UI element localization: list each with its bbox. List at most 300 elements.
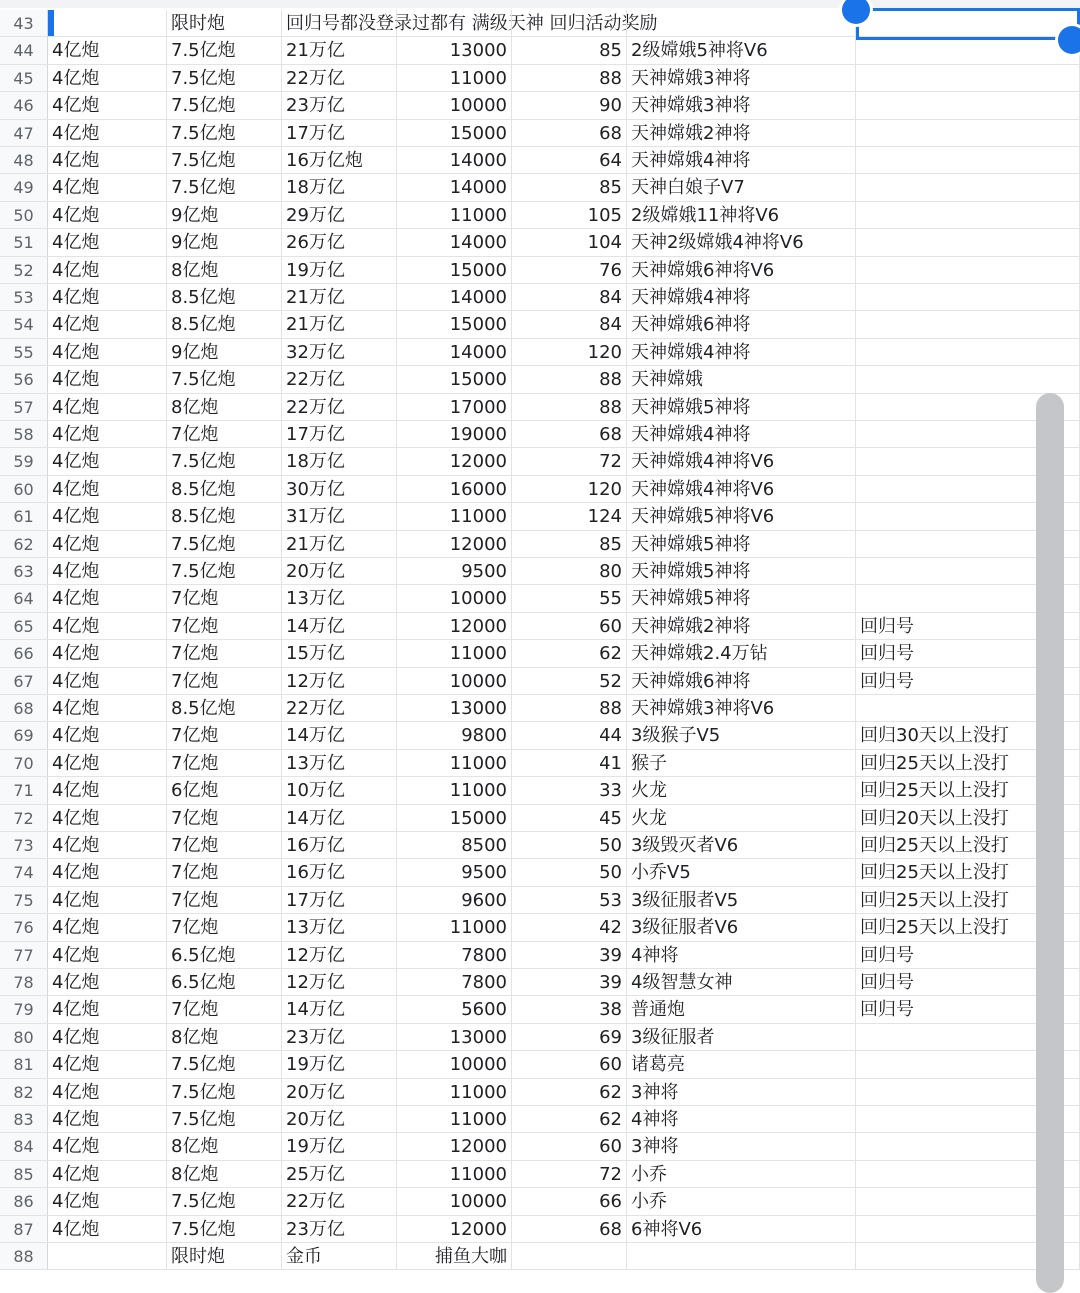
cell-c3[interactable]: 20万亿 [282,1106,397,1132]
cell-c5[interactable]: 60 [512,1133,627,1159]
cell-c4[interactable]: 15000 [397,311,512,337]
cell-c5[interactable]: 68 [512,1216,627,1242]
cell-c4[interactable]: 13000 [397,695,512,721]
cell-c2[interactable]: 7.5亿炮 [167,1216,282,1242]
cell-c6[interactable]: 天神嫦娥2.4万钻 [627,640,856,666]
cell-c1[interactable]: 4亿炮 [48,531,167,557]
cell-c1[interactable]: 4亿炮 [48,174,167,200]
cell-c2[interactable]: 8亿炮 [167,394,282,420]
cell-c1[interactable]: 4亿炮 [48,750,167,776]
cell-c5[interactable]: 42 [512,914,627,940]
cell-c6[interactable]: 小乔 [627,1161,856,1187]
cell-c3[interactable]: 21万亿 [282,311,397,337]
cell-c3[interactable]: 19万亿 [282,1051,397,1077]
cell-c6[interactable]: 天神嫦娥5神将 [627,531,856,557]
row-number[interactable]: 51 [0,229,48,255]
row-number[interactable]: 49 [0,174,48,200]
cell-c1[interactable]: 4亿炮 [48,1024,167,1050]
cell-c3[interactable]: 10万亿 [282,777,397,803]
cell-c2[interactable]: 7.5亿炮 [167,37,282,63]
cell-c2[interactable]: 7亿炮 [167,421,282,447]
cell-c3[interactable]: 金币 [282,1243,397,1269]
cell-c5[interactable]: 88 [512,366,627,392]
cell-c4[interactable]: 9600 [397,887,512,913]
cell-c3[interactable]: 16万亿 [282,859,397,885]
row-number[interactable]: 71 [0,777,48,803]
row-number[interactable]: 59 [0,448,48,474]
cell-c4[interactable]: 11000 [397,1106,512,1132]
cell-c4[interactable]: 11000 [397,503,512,529]
cell-c1[interactable]: 4亿炮 [48,777,167,803]
cell-c6[interactable]: 天神嫦娥2神将 [627,613,856,639]
cell-c2[interactable]: 7亿炮 [167,640,282,666]
cell-c4[interactable]: 9800 [397,722,512,748]
row-number[interactable]: 55 [0,339,48,365]
cell-c3[interactable]: 20万亿 [282,558,397,584]
row-number[interactable]: 70 [0,750,48,776]
cell-c6[interactable]: 4级智慧女神 [627,969,856,995]
row-number[interactable]: 57 [0,394,48,420]
row-number[interactable]: 87 [0,1216,48,1242]
cell-c7[interactable] [856,92,1080,118]
cell-c3[interactable]: 23万亿 [282,1216,397,1242]
cell-c1[interactable]: 4亿炮 [48,448,167,474]
cell-c2[interactable]: 7.5亿炮 [167,174,282,200]
row-number[interactable]: 43 [0,10,48,36]
cell-c3[interactable]: 17万亿 [282,120,397,146]
cell-c1[interactable]: 4亿炮 [48,722,167,748]
cell-c7[interactable] [856,202,1080,228]
cell-c5[interactable]: 124 [512,503,627,529]
cell-c5[interactable] [512,1243,627,1269]
cell-c6[interactable]: 2级嫦娥5神将V6 [627,37,856,63]
cell-c2[interactable]: 8亿炮 [167,1024,282,1050]
cell-c4[interactable]: 11000 [397,65,512,91]
cell-c5[interactable]: 62 [512,640,627,666]
cell-c7[interactable] [856,366,1080,392]
cell-c6[interactable]: 天神嫦娥6神将V6 [627,257,856,283]
cell-c6[interactable]: 天神2级嫦娥4神将V6 [627,229,856,255]
row-number[interactable]: 52 [0,257,48,283]
row-number[interactable]: 69 [0,722,48,748]
cell-c6[interactable]: 天神嫦娥5神将 [627,394,856,420]
cell-c1[interactable]: 4亿炮 [48,120,167,146]
row-number[interactable]: 74 [0,859,48,885]
row-number[interactable]: 82 [0,1079,48,1105]
cell-c1[interactable]: 4亿炮 [48,202,167,228]
cell-c4[interactable]: 11000 [397,1079,512,1105]
cell-c1[interactable]: 4亿炮 [48,668,167,694]
cell-c5[interactable]: 76 [512,257,627,283]
cell-c6[interactable]: 3神将 [627,1079,856,1105]
cell-c4[interactable]: 10000 [397,1051,512,1077]
cell-c1[interactable]: 4亿炮 [48,832,167,858]
cell-c4[interactable]: 8500 [397,832,512,858]
cell-c6[interactable]: 天神白娘子V7 [627,174,856,200]
cell-c3[interactable]: 12万亿 [282,668,397,694]
cell-c3[interactable]: 25万亿 [282,1161,397,1187]
cell-c4[interactable]: 11000 [397,777,512,803]
cell-c2[interactable]: 7.5亿炮 [167,65,282,91]
cell-c1[interactable]: 4亿炮 [48,585,167,611]
cell-c6[interactable]: 猴子 [627,750,856,776]
cell-c4[interactable]: 13000 [397,1024,512,1050]
cell-c1[interactable]: 4亿炮 [48,503,167,529]
cell-c7[interactable]: 回归号 [856,996,1080,1022]
cell-c7[interactable]: 回归号 [856,668,1080,694]
cell-c1[interactable] [48,1243,167,1269]
row-number[interactable]: 53 [0,284,48,310]
cell-c7[interactable]: 回归号 [856,969,1080,995]
row-number[interactable]: 54 [0,311,48,337]
cell-c4[interactable] [397,10,512,36]
cell-c3[interactable]: 21万亿 [282,284,397,310]
row-number[interactable]: 68 [0,695,48,721]
cell-c4[interactable]: 15000 [397,257,512,283]
cell-c2[interactable]: 9亿炮 [167,229,282,255]
row-number[interactable]: 67 [0,668,48,694]
cell-c2[interactable]: 7亿炮 [167,805,282,831]
row-number[interactable]: 63 [0,558,48,584]
row-number[interactable]: 66 [0,640,48,666]
cell-c2[interactable]: 8.5亿炮 [167,695,282,721]
cell-c3[interactable]: 13万亿 [282,585,397,611]
cell-c2[interactable]: 7.5亿炮 [167,147,282,173]
row-number[interactable]: 50 [0,202,48,228]
cell-c6[interactable]: 天神嫦娥6神将 [627,668,856,694]
cell-c3[interactable]: 26万亿 [282,229,397,255]
row-number[interactable]: 81 [0,1051,48,1077]
cell-c3[interactable]: 22万亿 [282,394,397,420]
cell-c3[interactable]: 13万亿 [282,914,397,940]
cell-c1[interactable]: 4亿炮 [48,1161,167,1187]
cell-c1[interactable]: 4亿炮 [48,476,167,502]
cell-c3[interactable]: 16万亿 [282,832,397,858]
cell-c7[interactable]: 回归25天以上没打 [856,777,1080,803]
cell-c1[interactable]: 4亿炮 [48,339,167,365]
cell-c6[interactable]: 3级毁灭者V6 [627,832,856,858]
cell-c2[interactable]: 7.5亿炮 [167,1051,282,1077]
cell-c7[interactable] [856,311,1080,337]
cell-c4[interactable]: 10000 [397,92,512,118]
cell-c1[interactable]: 4亿炮 [48,887,167,913]
cell-c3[interactable]: 19万亿 [282,257,397,283]
cell-c7[interactable]: 回归号 [856,640,1080,666]
row-number[interactable]: 78 [0,969,48,995]
cell-c4[interactable]: 14000 [397,339,512,365]
cell-c3[interactable]: 23万亿 [282,92,397,118]
cell-c3[interactable]: 31万亿 [282,503,397,529]
cell-c5[interactable]: 88 [512,695,627,721]
cell-c5[interactable]: 88 [512,394,627,420]
cell-c4[interactable]: 7800 [397,942,512,968]
cell-c7[interactable]: 回归20天以上没打 [856,805,1080,831]
cell-c4[interactable]: 13000 [397,37,512,63]
cell-c5[interactable]: 120 [512,339,627,365]
cell-c3[interactable]: 18万亿 [282,174,397,200]
cell-c3[interactable]: 22万亿 [282,1188,397,1214]
cell-c1[interactable]: 4亿炮 [48,558,167,584]
cell-c3[interactable]: 12万亿 [282,942,397,968]
cell-c3[interactable]: 17万亿 [282,421,397,447]
cell-c4[interactable]: 11000 [397,914,512,940]
cell-c2[interactable]: 8亿炮 [167,1133,282,1159]
row-number[interactable]: 84 [0,1133,48,1159]
cell-c1[interactable]: 4亿炮 [48,805,167,831]
cell-c1[interactable]: 4亿炮 [48,1216,167,1242]
cell-c3[interactable]: 14万亿 [282,613,397,639]
row-number[interactable]: 44 [0,37,48,63]
cell-c7[interactable] [856,339,1080,365]
cell-c4[interactable]: 15000 [397,366,512,392]
cell-c3[interactable]: 30万亿 [282,476,397,502]
cell-c2[interactable]: 6亿炮 [167,777,282,803]
cell-c6[interactable]: 4神将 [627,942,856,968]
cell-c2[interactable]: 限时炮 [167,10,282,36]
cell-c7[interactable]: 回归25天以上没打 [856,750,1080,776]
cell-c6[interactable]: 天神嫦娥4神将 [627,284,856,310]
cell-c3[interactable]: 14万亿 [282,805,397,831]
cell-c1[interactable]: 4亿炮 [48,311,167,337]
cell-c4[interactable]: 11000 [397,202,512,228]
cell-c4[interactable]: 19000 [397,421,512,447]
cell-c4[interactable]: 11000 [397,750,512,776]
cell-c5[interactable]: 105 [512,202,627,228]
cell-c4[interactable]: 15000 [397,805,512,831]
cell-c5[interactable]: 45 [512,805,627,831]
cell-c6[interactable]: 普通炮 [627,996,856,1022]
cell-c7[interactable] [856,120,1080,146]
cell-c6[interactable]: 小乔 [627,1188,856,1214]
row-number[interactable]: 75 [0,887,48,913]
cell-c1[interactable]: 4亿炮 [48,92,167,118]
cell-c2[interactable]: 8亿炮 [167,1161,282,1187]
cell-c5[interactable]: 72 [512,1161,627,1187]
cell-c5[interactable]: 85 [512,174,627,200]
cell-c5[interactable]: 41 [512,750,627,776]
cell-c2[interactable]: 7亿炮 [167,996,282,1022]
cell-c6[interactable]: 天神嫦娥2神将 [627,120,856,146]
cell-c2[interactable]: 7亿炮 [167,585,282,611]
cell-c2[interactable]: 7.5亿炮 [167,448,282,474]
cell-c5[interactable]: 84 [512,311,627,337]
cell-c5[interactable]: 55 [512,585,627,611]
cell-c5[interactable]: 84 [512,284,627,310]
row-number[interactable]: 48 [0,147,48,173]
row-number[interactable]: 79 [0,996,48,1022]
cell-c7[interactable]: 回归号 [856,942,1080,968]
cell-c4[interactable]: 7800 [397,969,512,995]
cell-c1[interactable]: 4亿炮 [48,969,167,995]
cell-c2[interactable]: 6.5亿炮 [167,969,282,995]
cell-c7[interactable] [856,174,1080,200]
cell-c1[interactable]: 4亿炮 [48,914,167,940]
cell-c6[interactable]: 天神嫦娥6神将 [627,311,856,337]
row-number[interactable]: 58 [0,421,48,447]
cell-c5[interactable]: 53 [512,887,627,913]
cell-c4[interactable]: 14000 [397,147,512,173]
cell-c2[interactable]: 9亿炮 [167,202,282,228]
cell-c4[interactable]: 9500 [397,558,512,584]
cell-c5[interactable]: 80 [512,558,627,584]
cell-c2[interactable]: 7亿炮 [167,887,282,913]
row-number[interactable]: 60 [0,476,48,502]
cell-c1[interactable]: 4亿炮 [48,1051,167,1077]
cell-c3[interactable]: 22万亿 [282,65,397,91]
cell-c1[interactable]: 4亿炮 [48,37,167,63]
cell-c7[interactable] [856,229,1080,255]
cell-c6[interactable]: 诸葛亮 [627,1051,856,1077]
cell-c7[interactable] [856,65,1080,91]
cell-c5[interactable]: 68 [512,421,627,447]
cell-c6[interactable]: 火龙 [627,805,856,831]
cell-c6[interactable]: 天神嫦娥4神将 [627,147,856,173]
cell-c5[interactable]: 52 [512,668,627,694]
cell-c5[interactable]: 38 [512,996,627,1022]
cell-c5[interactable]: 50 [512,859,627,885]
cell-c3[interactable]: 21万亿 [282,37,397,63]
cell-c4[interactable]: 捕鱼大咖 [397,1243,512,1269]
cell-c7[interactable] [856,257,1080,283]
row-number[interactable]: 83 [0,1106,48,1132]
cell-c6[interactable]: 天神嫦娥4神将V6 [627,448,856,474]
row-number[interactable]: 46 [0,92,48,118]
cell-c2[interactable]: 7.5亿炮 [167,92,282,118]
cell-c7[interactable]: 回归30天以上没打 [856,722,1080,748]
cell-c2[interactable]: 6.5亿炮 [167,942,282,968]
cell-c6[interactable] [627,10,856,36]
cell-c4[interactable]: 10000 [397,668,512,694]
cell-c1[interactable]: 4亿炮 [48,1079,167,1105]
cell-c6[interactable] [627,1243,856,1269]
cell-c2[interactable]: 8.5亿炮 [167,503,282,529]
cell-c6[interactable]: 3级征服者V5 [627,887,856,913]
cell-c1[interactable]: 4亿炮 [48,1106,167,1132]
cell-c5[interactable]: 44 [512,722,627,748]
cell-c2[interactable]: 7亿炮 [167,859,282,885]
cell-c4[interactable]: 14000 [397,229,512,255]
cell-c6[interactable]: 3级征服者 [627,1024,856,1050]
cell-c2[interactable]: 限时炮 [167,1243,282,1269]
cell-c1[interactable]: 4亿炮 [48,65,167,91]
cell-c5[interactable]: 60 [512,613,627,639]
cell-c5[interactable]: 33 [512,777,627,803]
cell-c5[interactable]: 62 [512,1106,627,1132]
cell-c1[interactable]: 4亿炮 [48,613,167,639]
row-number[interactable]: 80 [0,1024,48,1050]
cell-c4[interactable]: 5600 [397,996,512,1022]
cell-c4[interactable]: 16000 [397,476,512,502]
cell-c2[interactable]: 7亿炮 [167,832,282,858]
cell-c5[interactable]: 69 [512,1024,627,1050]
cell-c1[interactable]: 4亿炮 [48,421,167,447]
cell-c6[interactable]: 天神嫦娥3神将V6 [627,695,856,721]
cell-c1[interactable]: 4亿炮 [48,859,167,885]
cell-c5[interactable] [512,10,627,36]
cell-c6[interactable]: 天神嫦娥 [627,366,856,392]
cell-c6[interactable]: 天神嫦娥4神将 [627,339,856,365]
cell-c6[interactable]: 3神将 [627,1133,856,1159]
vertical-scrollbar[interactable] [1036,393,1064,1293]
cell-c5[interactable]: 66 [512,1188,627,1214]
cell-c6[interactable]: 火龙 [627,777,856,803]
cell-c2[interactable]: 8.5亿炮 [167,311,282,337]
cell-c6[interactable]: 3级征服者V6 [627,914,856,940]
cell-c7[interactable] [856,37,1080,63]
cell-c5[interactable]: 88 [512,65,627,91]
cell-c7[interactable] [856,147,1080,173]
row-number[interactable]: 77 [0,942,48,968]
cell-c2[interactable]: 7亿炮 [167,668,282,694]
row-number[interactable]: 65 [0,613,48,639]
cell-c1[interactable]: 4亿炮 [48,942,167,968]
cell-c6[interactable]: 天神嫦娥5神将V6 [627,503,856,529]
cell-c2[interactable]: 7亿炮 [167,914,282,940]
cell-c3[interactable]: 14万亿 [282,722,397,748]
cell-c7[interactable]: 回归号 [856,613,1080,639]
cell-c1[interactable]: 4亿炮 [48,229,167,255]
cell-c7[interactable]: 回归25天以上没打 [856,887,1080,913]
cell-c7[interactable]: 回归25天以上没打 [856,914,1080,940]
cell-c4[interactable]: 15000 [397,120,512,146]
cell-c5[interactable]: 68 [512,120,627,146]
cell-c3[interactable]: 回归号都没登录过都有 满级天神 回归活动奖励 [282,10,397,36]
row-number[interactable]: 56 [0,366,48,392]
row-number[interactable]: 47 [0,120,48,146]
cell-c3[interactable]: 18万亿 [282,448,397,474]
row-number[interactable]: 61 [0,503,48,529]
cell-c1[interactable]: 4亿炮 [48,394,167,420]
cell-c4[interactable]: 12000 [397,1133,512,1159]
cell-selection-box[interactable] [856,8,1080,40]
cell-c3[interactable]: 22万亿 [282,695,397,721]
cell-c1[interactable]: 4亿炮 [48,996,167,1022]
cell-c5[interactable]: 64 [512,147,627,173]
cell-c1[interactable]: 4亿炮 [48,366,167,392]
selection-handle-end[interactable] [1058,26,1080,54]
cell-c2[interactable]: 7亿炮 [167,722,282,748]
cell-c5[interactable]: 39 [512,942,627,968]
cell-c7[interactable]: 回归25天以上没打 [856,859,1080,885]
cell-c2[interactable]: 7.5亿炮 [167,1188,282,1214]
cell-c3[interactable]: 19万亿 [282,1133,397,1159]
cell-c6[interactable]: 天神嫦娥5神将 [627,585,856,611]
cell-c6[interactable]: 天神嫦娥3神将 [627,92,856,118]
cell-c5[interactable]: 72 [512,448,627,474]
cell-c5[interactable]: 85 [512,37,627,63]
row-number[interactable]: 76 [0,914,48,940]
cell-c1[interactable]: 4亿炮 [48,1133,167,1159]
cell-c6[interactable]: 2级嫦娥11神将V6 [627,202,856,228]
cell-c2[interactable]: 7.5亿炮 [167,558,282,584]
cell-c4[interactable]: 12000 [397,531,512,557]
cell-c2[interactable]: 8.5亿炮 [167,476,282,502]
cell-c5[interactable]: 90 [512,92,627,118]
cell-c6[interactable]: 天神嫦娥5神将 [627,558,856,584]
row-number[interactable]: 85 [0,1161,48,1187]
cell-c2[interactable]: 7.5亿炮 [167,531,282,557]
cell-c6[interactable]: 天神嫦娥4神将 [627,421,856,447]
cell-c5[interactable]: 62 [512,1079,627,1105]
cell-c4[interactable]: 14000 [397,174,512,200]
cell-c3[interactable]: 14万亿 [282,996,397,1022]
cell-c4[interactable]: 10000 [397,585,512,611]
cell-c2[interactable]: 7.5亿炮 [167,120,282,146]
row-number[interactable]: 62 [0,531,48,557]
cell-c3[interactable]: 22万亿 [282,366,397,392]
cell-c1[interactable]: 4亿炮 [48,284,167,310]
cell-c2[interactable]: 7.5亿炮 [167,366,282,392]
